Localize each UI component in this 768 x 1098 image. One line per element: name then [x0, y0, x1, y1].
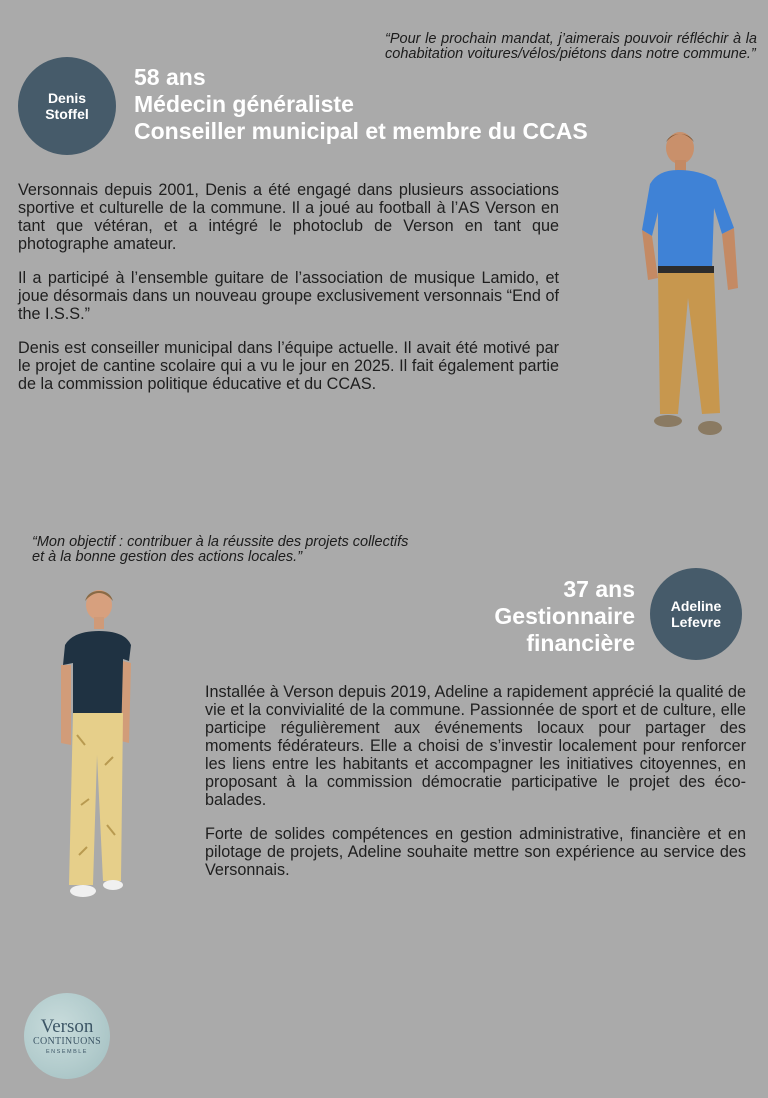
candidate2-bio — [205, 683, 746, 895]
candidate1-photo — [638, 128, 742, 440]
candidate1-quote: “Pour le prochain mandat, j’aimerais pouvoir réfléchir à la cohabitation voitures/vélos/piétons dans notre commune.” — [385, 31, 757, 62]
verson-logo — [24, 993, 110, 1079]
candidate1-bio-paragraph: Versonnais depuis 2001, Denis a été engagé dans plusieurs associations sportive et culturelle de la commune. Il a joué au football à l’AS Verson en tant que vétéran, et a intégré le photoclub de Verson en tant que photographe amateur. — [18, 181, 559, 253]
candidate2-name-badge — [650, 568, 742, 660]
candidate1-title-block — [134, 64, 588, 145]
candidate1-name-badge — [18, 57, 116, 155]
logo-line2: CONTINUONS — [33, 1035, 101, 1047]
candidate2-age: 37 ans — [563, 576, 635, 602]
candidate2-bio-paragraph: Installée à Verson depuis 2019, Adeline a rapidement apprécié la qualité de vie et la convivialité de la commune. Passionnée de sport et de culture, elle participe régulièrement aux événements locaux pour partager des moments fédérateurs. Elle a choisi de s’investir localement pour renforcer les liens entre les habitants et accompagner les initiatives citoyennes, en proposant à la commission démocratie participative le projet des éco-balades. — [205, 683, 746, 809]
logo-line3: ENSEMBLE — [46, 1048, 88, 1055]
candidate1-bio-paragraph: Il a participé à l’ensemble guitare de l’association de musique Lamido, et joue désormais dans un nouveau groupe exclusivement versonnais “End of the I.S.S.” — [18, 269, 559, 323]
candidate1-profession: Médecin généraliste — [134, 91, 354, 117]
candidate1-first-name: Denis — [47, 90, 87, 106]
candidate1-last-name: Stoffel — [45, 106, 89, 122]
candidate2-quote: “Mon objectif : contribuer à la réussite des projets collectifs et à la bonne gestion des actions locales.” — [32, 534, 409, 565]
candidate2-first-name: Adeline — [670, 598, 722, 614]
candidate2-last-name: Lefevre — [671, 614, 721, 630]
candidate2-title-block — [440, 576, 635, 657]
logo-line1: Verson — [40, 1015, 94, 1037]
candidate1-bio — [18, 181, 559, 409]
candidate1-bio-paragraph: Denis est conseiller municipal dans l’équipe actuelle. Il avait été motivé par le projet de cantine scolaire qui a vu le jour en 2025. Il fait également partie de la commission politique éducative et du CCAS. — [18, 339, 559, 393]
candidate2-photo — [55, 585, 135, 903]
candidate2-bio-paragraph: Forte de solides compétences en gestion administrative, financière et en pilotage de projets, Adeline souhaite mettre son expérience au service des Versonnais. — [205, 825, 746, 879]
candidate2-profession-line1: Gestionnaire — [494, 603, 635, 629]
candidate1-role: Conseiller municipal et membre du CCAS — [134, 118, 588, 144]
candidate2-profession-line2: financière — [526, 630, 635, 656]
candidate1-age: 58 ans — [134, 64, 206, 90]
